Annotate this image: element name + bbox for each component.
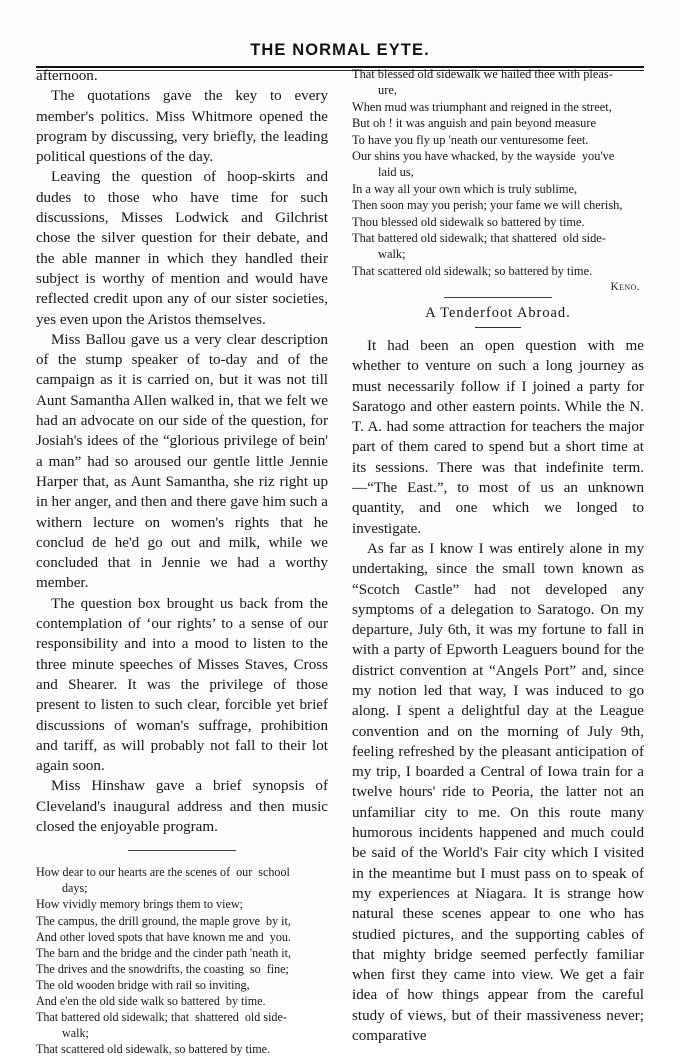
paragraph: The quotations gave the key to every member's politics. Miss Whitmore opened the program by discussing, very briefly, the leading political questions of the day.: [36, 88, 328, 166]
paragraph: afternoon.: [36, 68, 98, 84]
article-heading: A Tenderfoot Abroad.: [425, 305, 571, 322]
poem-line: And e'en the old side walk so battered by time.: [36, 994, 266, 1009]
right-column: [352, 66, 644, 1045]
poem-line: That scattered old sidewalk; so battered by time.: [352, 263, 593, 278]
poem-line: Our shins you have whacked, by the wayside you've: [352, 149, 615, 164]
left-column-poem: [36, 864, 328, 1057]
poem-line: Thou blessed old sidewalk so battered by time.: [352, 214, 585, 229]
poem-line: In a way all your own which is truly sublime,: [352, 181, 578, 196]
poem-line: And other loved spots that have known me and you.: [36, 929, 291, 944]
poem-line: Then soon may you perish; your fame we will cherish,: [352, 198, 623, 213]
paragraph: Leaving the question of hoop-skirts and dudes to those who have time for such discussions, Misses Lodwick and Gilchrist chose the silver question for their debate, and the able manner in which they handled their subject is worthy of mention and would have reflected credit upon any of our sister societies, yes even upon the Aristos themselves.: [36, 169, 328, 328]
right-column-poem: [352, 66, 644, 279]
paragraph: It had been an open question with me whether to venture on such a long journey as must necessarily follow if I joined a party for Saratogo and other eastern points. While the N. T. A. had some attraction for teachers the major part of them cared to spend but a short time at its sessions. There was that indefinite term.—“The East.”, to most of us an unknown quantity, and one which we longed to investigate.: [352, 337, 644, 537]
poem-line: That blessed old sidewalk we hailed thee with pleas-: [352, 67, 613, 81]
poem-line: But oh ! it was anguish and pain beyond measure: [352, 116, 596, 131]
poem-line: ure,: [378, 83, 397, 98]
paragraph: As far as I know I was entirely alone in my undertaking, since the small town known as “Scotch Castle” had not developed any symptoms of a delegation to Saratogo. On my departure, July 6th, it was my fortune to fall in with a party of Epworth Leaguers bound for the district convention at “Angels Port” and, since my notion led that way, I was induced to go along. I spent a delightful day at the League convention and on the morning of July 9th, feeling refreshed by the pleasant anticipation of my trip, I boarded a Central of Iowa train for a twelve hours' ride to Peoria, the latter not an unfamiliar city to me. On this route many humorous incidents happened and much could be said of the World's Fair city which I visited in the meantime but I must pass on to speak of my experiences at Niagara. It is strange how natural these scenes appear to one who has studied pictures, and the supporting cables of that mighty bridge seemed perfectly familiar when first they came into view. We get a fair idea of how things appear from the careful study of views, but of their massiveness never; comparative: [352, 540, 644, 1045]
poem-line: laid us,: [378, 165, 414, 180]
poem-line: That battered old sidewalk; that shattered old side-: [352, 231, 606, 246]
poem-line: The barn and the bridge and the cinder path 'neath it,: [36, 945, 292, 960]
poem-line: The old wooden bridge with rail so inviting,: [36, 977, 250, 992]
left-column: [36, 66, 328, 1057]
poem-line: The drives and the snowdrifts, the coasting so fine;: [36, 961, 289, 976]
poem-line: That scattered old sidewalk, so battered by time.: [36, 1042, 271, 1057]
masthead: [0, 0, 680, 71]
poem-line: To have you fly up 'neath our venturesome feet.: [352, 132, 589, 147]
page-title: THE NORMAL EYTE.: [250, 41, 430, 59]
left-column-prose: [36, 66, 328, 837]
poem-line: walk;: [378, 247, 406, 262]
poem-line: How dear to our hearts are the scenes of our school: [36, 865, 290, 880]
poem-line: How vividly memory brings them to view;: [36, 897, 243, 912]
right-column-prose: [352, 336, 644, 1046]
paragraph: Miss Hinshaw gave a brief synopsis of Cleveland's inaugural address and then music closed the enjoyable program.: [36, 778, 328, 835]
section-divider-rule: [128, 850, 236, 851]
poem-line: That battered old sidewalk; that shattered old side-: [36, 1010, 287, 1025]
byline-divider-rule: [444, 297, 552, 298]
poem-line: days;: [62, 881, 88, 896]
paragraph: The question box brought us back from the contemplation of ‘our rights’ to a sense of our responsibility and into a mood to listen to the three minute speeches of Misses Staves, Cross and Shearer. It was the privilege of those present to listen to such clear, forcible yet brief discussions of woman's suffrage, prohibition and tariff, as will probably not fall to their lot again soon.: [36, 595, 328, 775]
paragraph: Miss Ballou gave us a very clear description of the stump speaker of to-day and of the campaign as it is carried on, but it was not till Aunt Samantha Allen walked in, that we felt we had an advocate on our side of the question, for Josiah's idees of the “glorious privilege of bein' a man” had so aroused our gentle little Jennie Harper that, as Aunt Samantha, she riz right up in her anger, and then and there gave him such a withern lecture on women's rights that he conclud de he'd go out and milk, while we concluded that in Jennie we had a worthy member.: [36, 331, 328, 592]
poem-byline: Keno.: [610, 281, 640, 294]
column-container: [36, 66, 644, 1057]
poem-line: When mud was triumphant and reigned in the street,: [352, 99, 612, 114]
poem-line: walk;: [62, 1026, 89, 1041]
poem-line: The campus, the drill ground, the maple grove by it,: [36, 913, 291, 928]
heading-underline-rule: [475, 327, 521, 328]
